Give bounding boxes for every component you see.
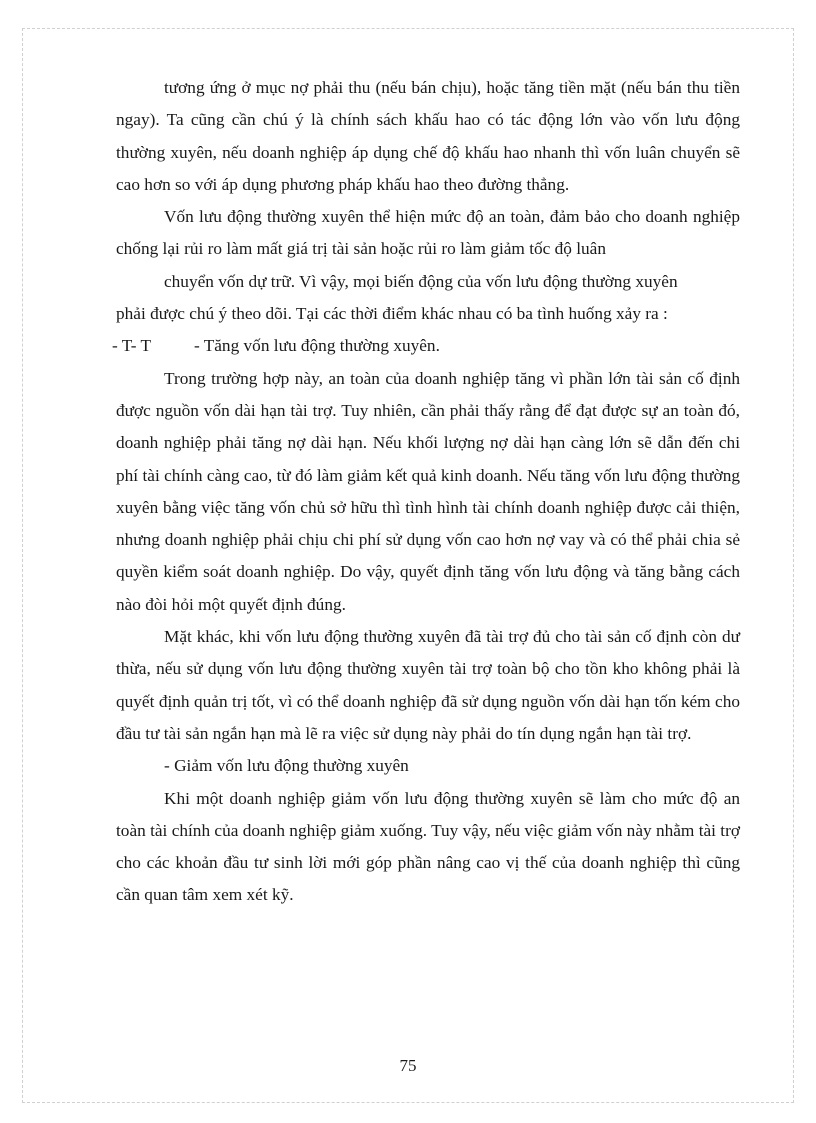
list-item-increase: - T- T - Tăng vốn lưu động thường xuyên. [112,336,440,356]
body-text [112,72,740,912]
paragraph-increase-detail: Trong trường hợp này, an toàn của doanh nghiệp tăng vì phần lớn tài sản cố định được nguồn vốn dài hạn tài trợ. Tuy nhiên, cần phải thấy rằng để đạt được sự an toàn đó, doanh nghiệp phải tăng nợ dài hạn. Nếu khối lượng nợ dài hạn càng lớn sẽ dẫn đến chi phí tài chính càng cao, từ đó làm giảm kết quả kinh doanh. Nếu tăng vốn lưu động thường xuyên bằng việc tăng vốn chủ sở hữu thì tình hình tài chính doanh nghiệp được cải thiện, nhưng doanh nghiệp phải chịu chi phí sử dụng vốn cao hơn nợ vay và có thể phải chia sẻ quyền kiểm soát doanh nghiệp. Do vậy, quyết định tăng vốn lưu động và tăng bằng cách nào đòi hỏi một quyết định đúng. [116,368,740,614]
paragraph-continuation: tương ứng ở mục nợ phải thu (nếu bán chịu), hoặc tăng tiền mặt (nếu bán thu tiền ngay). Ta cũng cần chú ý là chính sách khấu hao có tác động lớn vào vốn lưu động thường xuyên, nếu doanh nghiệp áp dụng chế độ khấu hao nhanh thì vốn luân chuyển sẽ cao hơn so với áp dụng phương pháp khấu hao theo đường thẳng. [116,78,740,194]
paragraph-safety: Vốn lưu động thường xuyên thể hiện mức độ an toàn, đảm bảo cho doanh nghiệp chống lại rủi ro làm mất giá trị tài sản hoặc rủi ro làm giảm tốc độ luân [116,207,740,259]
list-item-decrease: - Giảm vốn lưu động thường xuyên [164,756,409,776]
paragraph-other-hand: Mặt khác, khi vốn lưu động thường xuyên đã tài trợ đủ cho tài sản cố định còn dư thừa, nếu sử dụng vốn lưu động thường xuyên tài trợ toàn bộ cho tồn kho không phải là quyết định quản trị tốt, vì có thể doanh nghiệp đã sử dụng nguồn vốn dài hạn tốn kém cho đầu tư tài sản ngắn hạn mà lẽ ra việc sử dụng này phải do tín dụng ngắn hạn tài trợ. [116,627,740,743]
paragraph-situations: phải được chú ý theo dõi. Tại các thời điểm khác nhau có ba tình huống xảy ra : [116,304,668,324]
paragraph-decrease-detail: Khi một doanh nghiệp giảm vốn lưu động thường xuyên sẽ làm cho mức độ an toàn tài chính của doanh nghiệp giảm xuống. Tuy vậy, nếu việc giảm vốn này nhằm tài trợ cho các khoản đầu tư sinh lời mới góp phần nâng cao vị thế của doanh nghiệp thì cũng cần quan tâm xem xét kỹ. [116,788,740,905]
paragraph-reserve-line: chuyển vốn dự trữ. Vì vậy, mọi biến động của vốn lưu động thường xuyên [164,271,678,291]
page-number: 75 [399,1056,417,1075]
